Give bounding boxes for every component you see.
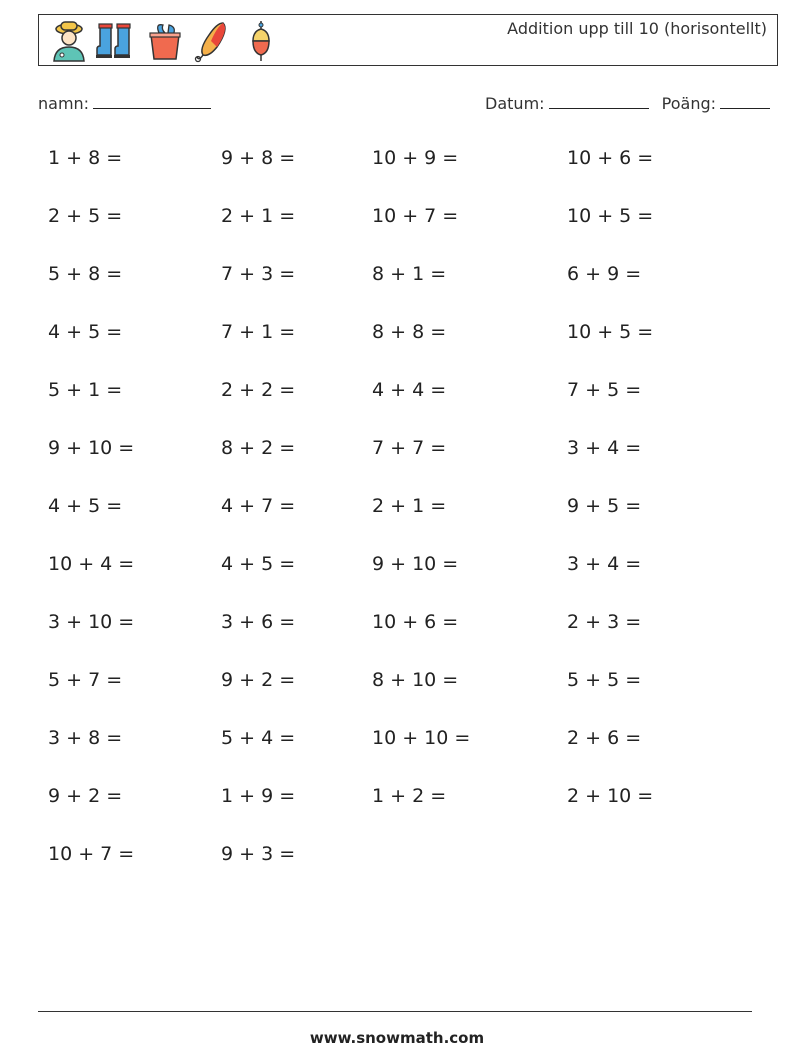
addition-problem: 8 + 1 =: [372, 263, 447, 285]
addition-problem: 10 + 7 =: [372, 205, 459, 227]
addition-problem: 9 + 10 =: [48, 437, 135, 459]
addition-problem: 10 + 5 =: [567, 321, 654, 343]
addition-problem: 7 + 7 =: [372, 437, 447, 459]
addition-problem: 10 + 5 =: [567, 205, 654, 227]
addition-problem: 2 + 10 =: [567, 785, 654, 807]
addition-problem: 1 + 8 =: [48, 147, 123, 169]
addition-problem: 3 + 6 =: [221, 611, 296, 633]
addition-problem: 5 + 4 =: [221, 727, 296, 749]
addition-problem: 4 + 5 =: [48, 321, 123, 343]
addition-problem: 8 + 2 =: [221, 437, 296, 459]
addition-problem: 10 + 10 =: [372, 727, 471, 749]
addition-problem: 4 + 5 =: [48, 495, 123, 517]
addition-problem: 10 + 6 =: [372, 611, 459, 633]
addition-problem: 7 + 1 =: [221, 321, 296, 343]
addition-problem: 8 + 8 =: [372, 321, 447, 343]
addition-problem: 7 + 5 =: [567, 379, 642, 401]
date-label: Datum:: [485, 94, 545, 113]
addition-problem: 8 + 10 =: [372, 669, 459, 691]
addition-problem: 4 + 7 =: [221, 495, 296, 517]
addition-problem: 2 + 3 =: [567, 611, 642, 633]
score-label: Poäng:: [661, 94, 716, 113]
addition-problem: 5 + 5 =: [567, 669, 642, 691]
addition-problem: 10 + 7 =: [48, 843, 135, 865]
addition-problem: 2 + 1 =: [221, 205, 296, 227]
addition-problem: 3 + 4 =: [567, 437, 642, 459]
addition-problem: 4 + 5 =: [221, 553, 296, 575]
addition-problem: 9 + 3 =: [221, 843, 296, 865]
addition-problem: 9 + 8 =: [221, 147, 296, 169]
footer-url[interactable]: www.snowmath.com: [309, 1029, 485, 1047]
addition-problem: 2 + 5 =: [48, 205, 123, 227]
addition-problem: 2 + 6 =: [567, 727, 642, 749]
addition-problem: 9 + 2 =: [221, 669, 296, 691]
name-label: namn:: [38, 94, 90, 113]
addition-problem: 10 + 6 =: [567, 147, 654, 169]
worksheet-title: Addition upp till 10 (horisontellt): [507, 19, 767, 38]
addition-problem: 2 + 2 =: [221, 379, 296, 401]
addition-problem: 9 + 2 =: [48, 785, 123, 807]
addition-problem: 2 + 1 =: [372, 495, 447, 517]
addition-problem: 10 + 4 =: [48, 553, 135, 575]
addition-problem: 5 + 1 =: [48, 379, 123, 401]
addition-problem: 3 + 8 =: [48, 727, 123, 749]
addition-problem: 3 + 4 =: [567, 553, 642, 575]
addition-problem: 10 + 9 =: [372, 147, 459, 169]
addition-problem: 3 + 10 =: [48, 611, 135, 633]
addition-problem: 4 + 4 =: [372, 379, 447, 401]
addition-problem: 6 + 9 =: [567, 263, 642, 285]
addition-problem: 1 + 2 =: [372, 785, 447, 807]
addition-problem: 5 + 8 =: [48, 263, 123, 285]
addition-problem: 7 + 3 =: [221, 263, 296, 285]
addition-problem: 5 + 7 =: [48, 669, 123, 691]
addition-problem: 9 + 5 =: [567, 495, 642, 517]
footer-divider: [38, 1011, 752, 1012]
addition-problem: 1 + 9 =: [221, 785, 296, 807]
addition-problem: 9 + 10 =: [372, 553, 459, 575]
